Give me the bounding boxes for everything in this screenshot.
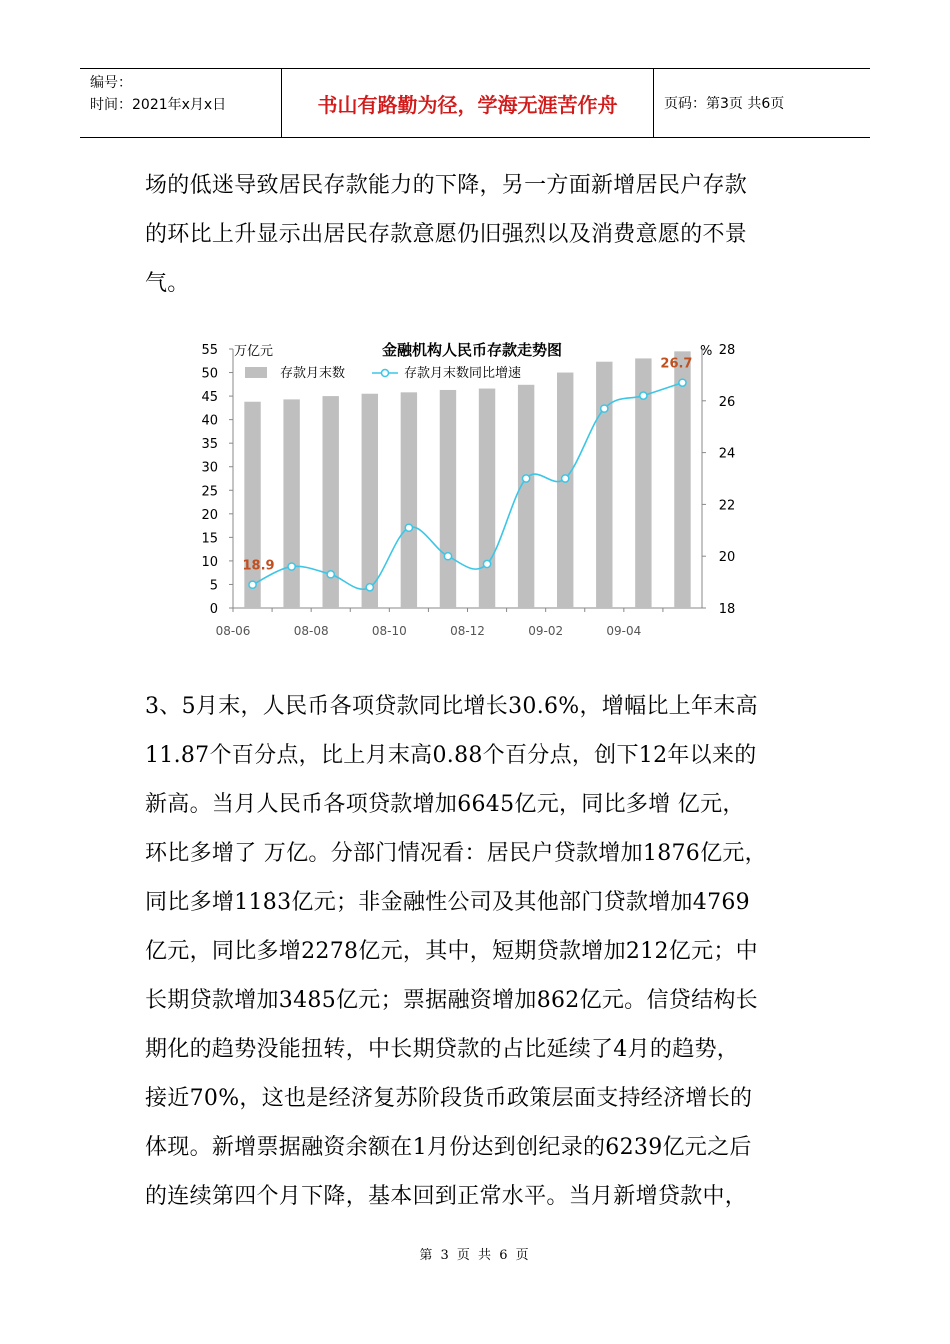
growth-point <box>249 581 256 588</box>
text-line: 新高。当月人民币各项贷款增加6645亿元，同比多增 亿元， <box>145 792 745 817</box>
text-line: 气。 <box>145 271 190 296</box>
text-line: 体现。新增票据融资余额在1月份达到创纪录的6239亿元之后 <box>145 1135 752 1160</box>
x-tick-label: 08-10 <box>371 624 407 638</box>
right-tick-label: 28 <box>718 343 736 358</box>
header-meta <box>80 69 282 137</box>
number-label: 编号： <box>90 75 132 91</box>
growth-point <box>523 475 530 482</box>
left-tick-label: 55 <box>201 343 218 358</box>
left-tick-label: 40 <box>201 413 218 429</box>
right-tick-label: 26 <box>718 394 736 410</box>
growth-point <box>640 392 647 399</box>
left-tick-label: 35 <box>201 437 218 453</box>
text-line: 3、5月末，人民币各项贷款同比增长30.6%，增幅比上年末高 <box>145 694 758 719</box>
text-line: 接近70%，这也是经济复苏阶段货币政策层面支持经济增长的 <box>145 1086 753 1111</box>
text-line: 11.87个百分点，比上月末高0.88个百分点，创下12年以来的 <box>145 743 757 768</box>
data-label-last: 26.7 <box>660 356 693 372</box>
growth-point <box>444 553 451 560</box>
text-line: 的连续第四个月下降，基本回到正常水平。当月新增贷款中， <box>145 1184 748 1209</box>
left-tick-label: 45 <box>201 390 218 406</box>
text-line: 环比多增了 万亿。分部门情况看：居民户贷款增加1876亿元， <box>145 841 767 866</box>
bar <box>283 399 299 608</box>
left-tick-label: 0 <box>209 602 218 617</box>
right-axis-unit: % <box>700 344 713 359</box>
page-footer: 第 3 页 共 6 页 <box>419 1248 531 1263</box>
paragraph-1 <box>145 161 815 308</box>
bar <box>596 362 612 608</box>
growth-point <box>483 560 490 567</box>
legend-line-label: 存款月末数同比增速 <box>404 366 522 381</box>
text-line: 的环比上升显示出居民存款意愿仍旧强烈以及消费意愿的不景 <box>145 222 748 247</box>
growth-point <box>288 563 295 570</box>
paragraph-2 <box>145 682 815 1221</box>
bar <box>440 390 456 608</box>
header-page-info: 页码：第3页 共6页 <box>664 96 785 112</box>
time-label: 时间：2021年x月x日 <box>90 97 227 113</box>
data-label-first: 18.9 <box>242 558 275 574</box>
growth-point <box>601 405 608 412</box>
bar <box>362 394 378 608</box>
left-axis-unit: 万亿元 <box>234 344 274 359</box>
left-tick-label: 10 <box>201 554 218 570</box>
growth-point <box>366 584 373 591</box>
x-tick-label: 08-12 <box>450 624 485 638</box>
bar <box>557 373 573 608</box>
text-line: 同比多增1183亿元；非金融性公司及其他部门贷款增加4769 <box>145 890 750 915</box>
text-line: 亿元，同比多增2278亿元，其中，短期贷款增加212亿元；中 <box>145 939 758 964</box>
bar <box>401 392 417 608</box>
deposit-trend-chart <box>190 332 750 648</box>
left-tick-label: 5 <box>209 578 218 594</box>
bar <box>479 389 495 608</box>
left-tick-label: 25 <box>201 484 218 500</box>
text-line: 长期贷款增加3485亿元；票据融资增加862亿元。信贷结构长 <box>145 988 758 1013</box>
right-tick-label: 20 <box>718 550 736 566</box>
legend-bar-swatch <box>245 367 267 378</box>
growth-point <box>405 524 412 531</box>
growth-point <box>679 379 686 386</box>
legend-line-marker <box>382 370 389 377</box>
growth-point <box>562 475 569 482</box>
page-header <box>80 68 870 138</box>
x-tick-label: 09-04 <box>606 624 642 638</box>
left-tick-label: 20 <box>201 507 218 523</box>
legend-bar-label: 存款月末数 <box>280 366 346 381</box>
right-tick-label: 24 <box>718 446 736 462</box>
text-line: 场的低迷导致居民存款能力的下降，另一方面新增居民户存款 <box>145 173 748 198</box>
x-tick-label: 08-06 <box>215 624 251 638</box>
header-motto: 书山有路勤为径，学海无涯苦作舟 <box>282 69 654 137</box>
growth-point <box>327 571 334 578</box>
bar <box>244 402 260 608</box>
left-tick-label: 30 <box>201 460 218 476</box>
growth-line <box>253 383 683 590</box>
x-tick-label: 09-02 <box>528 624 564 638</box>
right-tick-label: 22 <box>718 498 736 514</box>
text-line: 期化的趋势没能扭转，中长期贷款的占比延续了4月的趋势， <box>145 1037 740 1062</box>
bar <box>674 351 690 608</box>
left-tick-label: 50 <box>201 366 218 382</box>
left-tick-label: 15 <box>201 531 218 547</box>
right-tick-label: 18 <box>718 602 736 617</box>
chart-title: 金融机构人民币存款走势图 <box>381 341 563 359</box>
bar <box>518 385 534 608</box>
x-tick-label: 08-08 <box>293 624 329 638</box>
plot-area <box>201 343 735 638</box>
